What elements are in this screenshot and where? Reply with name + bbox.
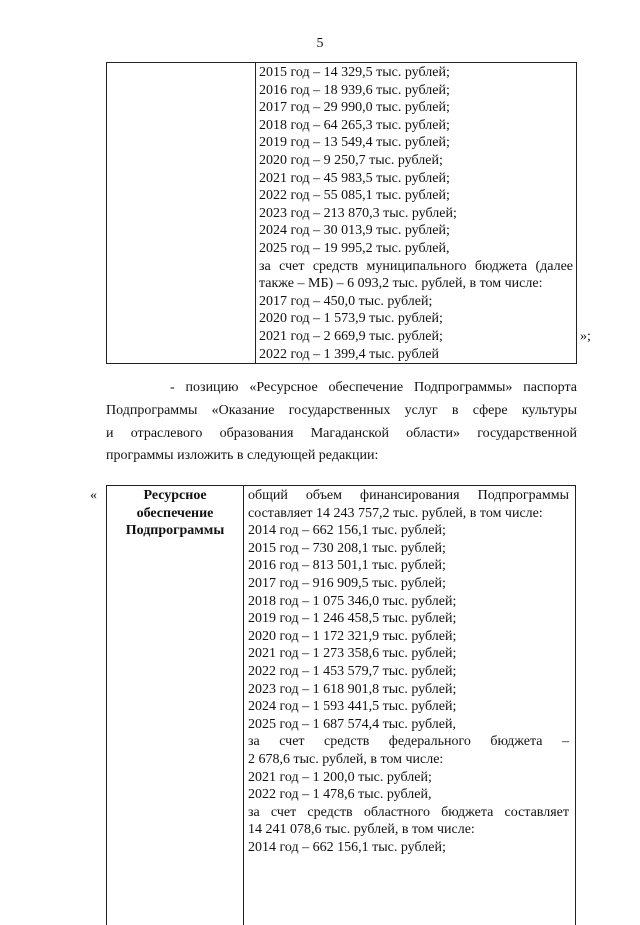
resource-line: 2021 год – 1 273 358,6 тыс. рублей; [248, 646, 457, 662]
closing-quote: »; [580, 329, 591, 344]
funding-line: также – МБ) – 6 093,2 тыс. рублей, в том числе: [259, 276, 543, 292]
paragraph-line: программы изложить в следующей редакции: [106, 448, 379, 464]
label-line: Ресурсное [143, 488, 207, 503]
resource-line: 2019 год – 1 246 458,5 тыс. рублей; [248, 611, 457, 627]
resource-line: 2016 год – 813 501,1 тыс. рублей; [248, 558, 446, 574]
paragraph-line: - позицию «Ресурсное обеспечение Подпрограммы» паспорта [170, 380, 577, 395]
funding-line: 2025 год – 19 995,2 тыс. рублей, [259, 240, 450, 256]
column-divider [243, 486, 244, 925]
funding-line: 2018 год – 64 265,3 тыс. рублей; [259, 117, 450, 133]
funding-lines [259, 64, 573, 363]
resource-line: 2025 год – 1 687 574,4 тыс. рублей, [248, 716, 456, 732]
resource-line: 2021 год – 1 200,0 тыс. рублей; [248, 769, 432, 785]
resource-line: 2022 год – 1 478,6 тыс. рублей, [248, 787, 432, 803]
funding-line: 2016 год – 18 939,6 тыс. рублей; [259, 82, 450, 98]
label-line: Подпрограммы [125, 523, 225, 539]
funding-table-continued [106, 62, 577, 364]
funding-line: за счет средств муниципального бюджета (далее [259, 258, 573, 274]
paragraph-line: и отраслевого образования Магаданской области» государственной [106, 425, 577, 441]
resource-lines [248, 487, 569, 856]
funding-line: 2015 год – 14 329,5 тыс. рублей; [259, 65, 450, 80]
paragraph-line: Подпрограммы «Оказание государственных услуг в сфере культуры [106, 402, 577, 418]
funding-line: 2017 год – 29 990,0 тыс. рублей; [259, 100, 450, 116]
instruction-paragraph [106, 377, 577, 468]
resource-line: 2 678,6 тыс. рублей, в том числе: [248, 751, 444, 767]
resource-line: 2023 год – 1 618 901,8 тыс. рублей; [248, 681, 457, 697]
resource-line: 14 241 078,6 тыс. рублей, в том числе: [248, 822, 475, 838]
funding-line: 2019 год – 13 549,4 тыс. рублей; [259, 135, 450, 151]
resource-line: 2022 год – 1 453 579,7 тыс. рублей; [248, 663, 457, 679]
funding-line: 2020 год – 9 250,7 тыс. рублей; [259, 152, 443, 168]
funding-line: 2020 год – 1 573,9 тыс. рублей; [259, 311, 443, 327]
resource-line: за счет средств федерального бюджета – [248, 734, 569, 750]
resource-line: 2017 год – 916 909,5 тыс. рублей; [248, 575, 446, 591]
opening-quote: « [90, 488, 97, 503]
page-number: 5 [316, 36, 324, 51]
resource-line: 2020 год – 1 172 321,9 тыс. рублей; [248, 628, 457, 644]
resource-line: 2024 год – 1 593 441,5 тыс. рублей; [248, 699, 457, 715]
resource-line: за счет средств областного бюджета составляет [248, 804, 569, 820]
funding-line: 2021 год – 2 669,9 тыс. рублей; [259, 328, 443, 344]
funding-line: 2023 год – 213 870,3 тыс. рублей; [259, 205, 457, 221]
resource-line: 2014 год – 662 156,1 тыс. рублей; [248, 523, 446, 539]
funding-line: 2024 год – 30 013,9 тыс. рублей; [259, 223, 450, 239]
funding-line: 2022 год – 55 085,1 тыс. рублей; [259, 188, 450, 204]
resource-line: 2014 год – 662 156,1 тыс. рублей; [248, 839, 446, 855]
resource-label [107, 487, 243, 540]
funding-line: 2021 год – 45 983,5 тыс. рублей; [259, 170, 450, 186]
column-divider [255, 63, 256, 363]
resource-line: 2018 год – 1 075 346,0 тыс. рублей; [248, 593, 457, 609]
resource-line: 2015 год – 730 208,1 тыс. рублей; [248, 540, 446, 556]
resource-table [106, 485, 576, 925]
funding-line: 2017 год – 450,0 тыс. рублей; [259, 293, 433, 309]
label-line: обеспечение [136, 505, 214, 521]
resource-line: общий объем финансирования Подпрограммы [248, 488, 569, 503]
resource-line: составляет 14 243 757,2 тыс. рублей, в том числе: [248, 505, 543, 521]
funding-line: 2022 год – 1 399,4 тыс. рублей [259, 346, 439, 362]
